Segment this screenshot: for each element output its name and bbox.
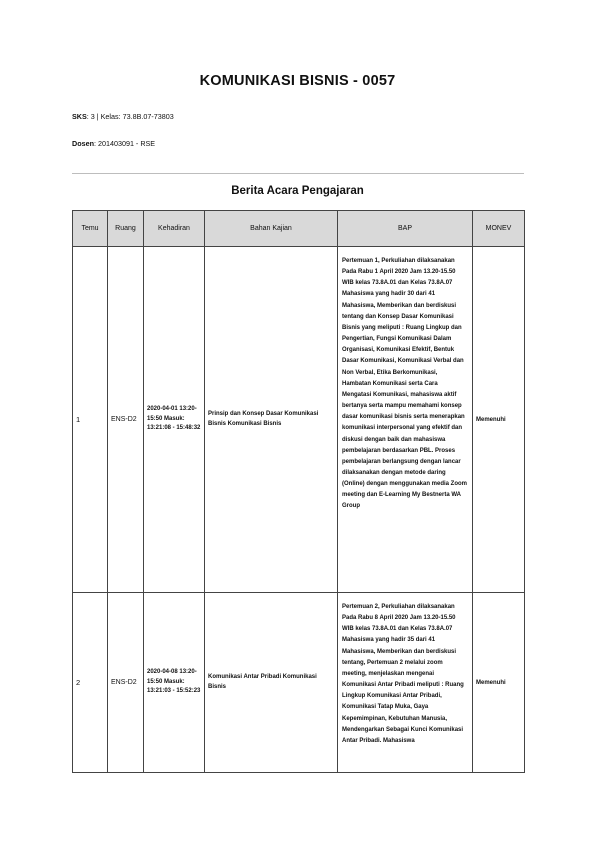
header-bap: BAP [338,211,473,247]
cell-temu: 2 [73,593,108,773]
cell-monev: Memenuhi [473,593,525,773]
header-bahan-kajian: Bahan Kajian [205,211,338,247]
teaching-report-table [72,210,525,773]
lecturer-info-line [72,139,155,148]
header-kehadiran: Kehadiran [144,211,205,247]
dosen-value: : 201403091 - RSE [93,139,156,148]
divider [72,173,524,174]
sks-class-value: : 3 | Kelas: 73.8B.07-73803 [86,112,174,121]
table-header-row [73,211,525,247]
document-title: KOMUNIKASI BISNIS - 0057 [199,73,396,89]
cell-kehadiran: 2020-04-08 13:20-15:50 Masuk: 13:21:03 - 15:52:23 [144,593,205,773]
cell-ruang: ENS-D2 [108,247,144,593]
table-row [73,593,525,773]
cell-bap [338,593,473,773]
cell-bahan-kajian: Komunikasi Antar Pribadi Komunikasi Bisnis [205,593,338,773]
dosen-label: Dosen [72,139,94,148]
cell-temu: 1 [73,247,108,593]
header-ruang: Ruang [108,211,144,247]
header-temu: Temu [73,211,108,247]
cell-bahan-kajian: Prinsip dan Konsep Dasar Komunikasi Bisnis Komunikasi Bisnis [205,247,338,593]
course-info-line [72,112,174,121]
cell-bap: Pertemuan 1, Perkuliahan dilaksanakan Pada Rabu 1 April 2020 Jam 13.20-15.50 WIB kelas 73.8A.01 dan Kelas 73.8A.07 Mahasiswa yang hadir 30 dari 41 Mahasiswa, Memberikan dan berdiskusi tentang dan Konsep Dasar Komunikasi Bisnis yang meliputi : Ruang Lingkup dan Pengertian, Fungsi Komunikasi Dalam Organisasi, Komunikasi Efektif, Bentuk Dasar Komunikasi, Komunikasi Verbal dan Non Verbal, Etika Berkomunikasi, Hambatan Komunikasi serta Cara Mengatasi Komunikasi, mahasiswa aktif bertanya serta mampu memahami konsep dasar komunikasi bisnis serta menerapkan komunikasi interpersonal yang efektif dan diskusi dengan baik dan mahasiswa pembelajaran berdasarkan PBL. Proses pembelajaran berlangsung dengan lancar dilaksanakan dengan metode daring (Online) dengan menggunakan media Zoom meeting dan E-Learning My Bestnerta WA Group [338,247,473,593]
cell-bap-text: Pertemuan 2, Perkuliahan dilaksanakan Pada Rabu 8 April 2020 Jam 13.20-15.50 WIB kelas 73.8A.01 dan Kelas 73.8A.07 Mahasiswa yang hadir 35 dari 41 Mahasiswa, Memberikan dan berdiskusi tentang, Pertemuan 2 melalui zoom meeting, menjelaskan mengenai Komunikasi Antar Pribadi meliputi : Ruang Lingkup Komunikasi Antar Pribadi, Komunikasi Tatap Muka, Gaya Kepemimpinan, Kebutuhan Manusia, Mendengarkan Sebagai Kunci Komunikasi Antar Pribadi. Mahasiswa [342,604,464,744]
cell-monev: Memenuhi [473,247,525,593]
table-row [73,247,525,593]
sks-label: SKS [72,112,87,121]
header-monev: MONEV [473,211,525,247]
section-title: Berita Acara Pengajaran [231,185,364,197]
cell-kehadiran: 2020-04-01 13:20-15:50 Masuk: 13:21:08 - 15:48:32 [144,247,205,593]
cell-ruang: ENS-D2 [108,593,144,773]
